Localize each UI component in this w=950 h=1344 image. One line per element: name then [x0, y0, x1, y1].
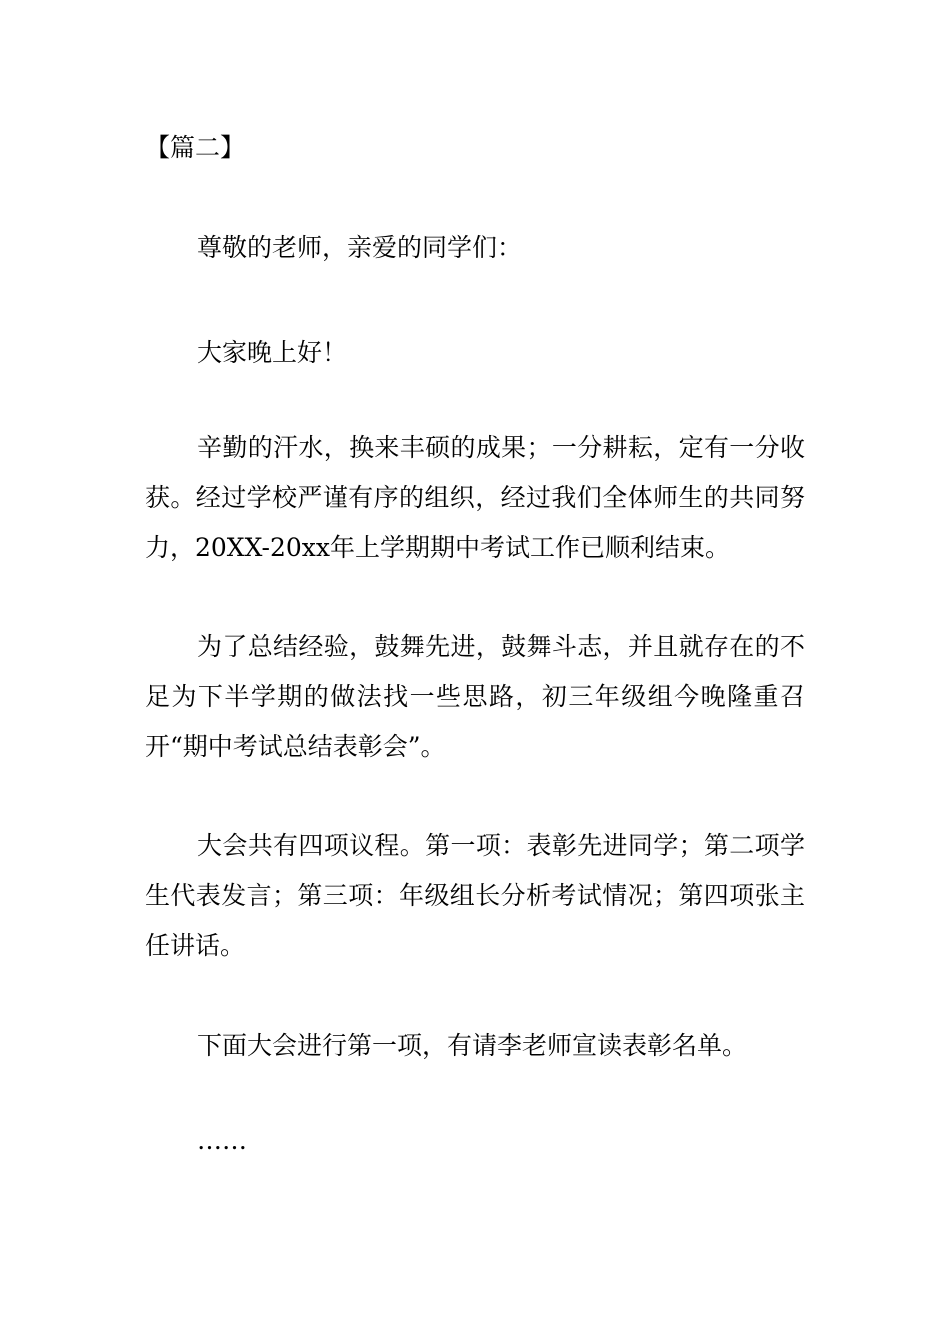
ellipsis: ……	[197, 1126, 247, 1155]
paragraph-purpose: 为了总结经验，鼓舞先进，鼓舞斗志，并且就存在的不足为下半学期的做法找一些思路，初三年级组今晚隆重召开“期中考试总结表彰会”。	[145, 632, 805, 761]
paragraph-first-item: 下面大会进行第一项，有请李老师宣读表彰名单。	[197, 1031, 748, 1060]
section-heading: 【篇二】	[145, 133, 246, 162]
salutation: 尊敬的老师，亲爱的同学们：	[197, 233, 523, 262]
paragraph-results: 辛勤的汗水，换来丰硕的成果；一分耕耘，定有一分收获。经过学校严谨有序的组织，经过我们全体师生的共同努力，20XX-20xx年上学期期中考试工作已顺利结束。	[145, 433, 805, 562]
paragraph-agenda: 大会共有四项议程。第一项：表彰先进同学；第二项学生代表发言；第三项：年级组长分析考试情况；第四项张主任讲话。	[145, 831, 805, 960]
greeting: 大家晚上好！	[197, 338, 348, 367]
